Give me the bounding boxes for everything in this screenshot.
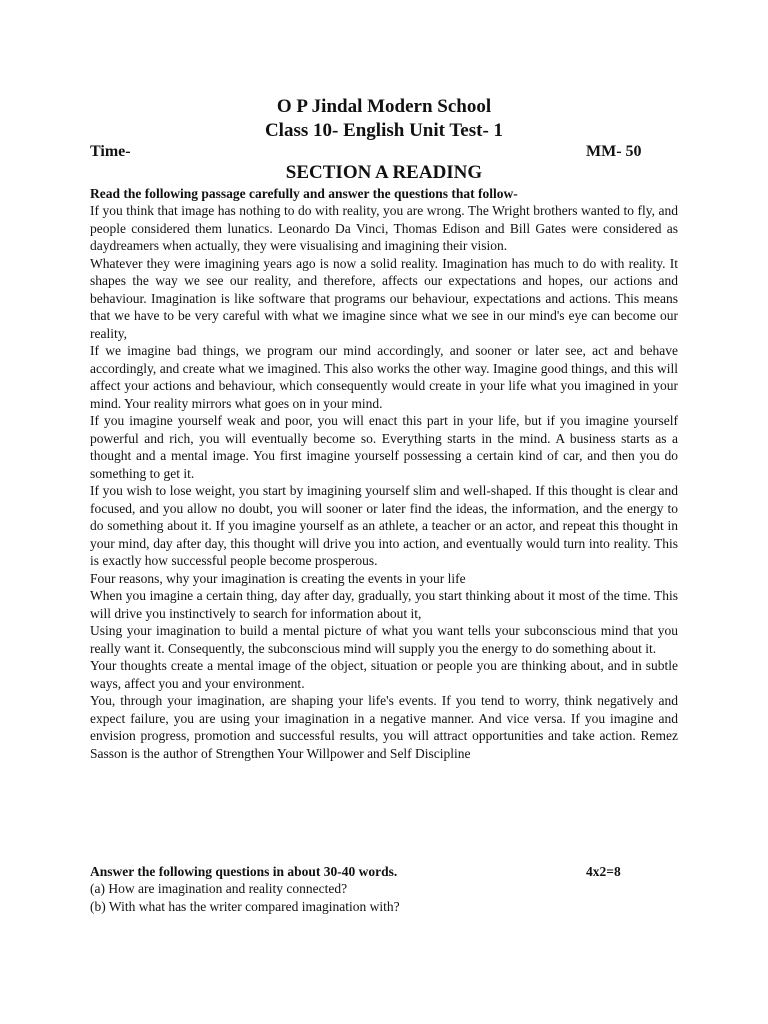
passage-paragraph: When you imagine a certain thing, day after day, gradually, you start thinking about it most of the time. This will drive you instinctively to search for information about it, xyxy=(90,588,678,621)
section-heading: SECTION A READING xyxy=(285,162,483,183)
question-item: (b) With what has the writer compared imagination with? xyxy=(90,898,400,914)
passage-paragraph: Using your imagination to build a mental picture of what you want tells your subconscious mind that you really want it. Consequently, the subconscious mind will supply you the energy to do something about it. xyxy=(90,623,678,656)
school-name: O P Jindal Modern School xyxy=(276,96,492,117)
questions-instruction: Answer the following questions in about 30-40 words. xyxy=(90,864,398,879)
max-marks-label: MM- 50 xyxy=(586,143,642,160)
passage-paragraph: Whatever they were imagining years ago is now a solid reality. Imagination has much to do with reality. It shapes the way we see our reality, and therefore, affects our expectations and hopes, our actions and behaviour. Imagination is like software that programs our behaviour, expectations and actions. This means that we have to be very careful with what we imagine since what we see in our mind's eye can become our reality, xyxy=(90,255,678,341)
reading-instruction: Read the following passage carefully and answer the questions that follow- xyxy=(90,186,518,201)
questions-header xyxy=(90,863,678,881)
question-list xyxy=(90,880,678,915)
questions-marks: 4x2=8 xyxy=(586,864,621,879)
passage-paragraph: You, through your imagination, are shaping your life's events. If you tend to worry, think negatively and expect failure, you are using your imagination in a negative manner. And vice versa. If you imagine and envision progress, promotion and successful results, you will attract opportunities and take action. Remez Sasson is the author of Strengthen Your Willpower and Self Discipline xyxy=(90,693,678,761)
test-title: Class 10- English Unit Test- 1 xyxy=(264,120,504,141)
passage-paragraph: If you think that image has nothing to do with reality, you are wrong. The Wright brothers wanted to fly, and people considered them lunatics. Leonardo Da Vinci, Thomas Edison and Bill Gates were considered as daydreamers when actually, they were visualising and imagining their vision. xyxy=(90,203,678,253)
passage-paragraph: Four reasons, why your imagination is creating the events in your life xyxy=(90,570,466,586)
passage-paragraph: If you wish to lose weight, you start by imagining yourself slim and well-shaped. If this thought is clear and focused, and you allow no doubt, you will sooner or later find the ideas, the information, and the energy to do something about it. If you imagine yourself as an athlete, a teacher or an actor, and repeat this thought in your mind, day after day, this thought will drive you into action, and eventually would turn into reality. This is exactly how successful people become prosperous. xyxy=(90,483,678,568)
reading-passage xyxy=(90,202,678,762)
passage-paragraph: Your thoughts create a mental image of the object, situation or people you are thinking about, and in subtle ways, affect you and your environment. xyxy=(90,658,678,691)
passage-paragraph: If we imagine bad things, we program our mind accordingly, and sooner or later see, act and behave accordingly, and create what we imagined. This also works the other way. Imagine good things, and this will affect your actions and behaviour, which consequently would create in your life what you imagined in your mind. Your reality mirrors what goes on in your mind. xyxy=(90,343,678,411)
passage-paragraph: If you imagine yourself weak and poor, you will enact this part in your life, but if you imagine yourself powerful and rich, you will eventually become so. Everything starts in the mind. A business starts as a thought and a mental image. You first imagine yourself possessing a certain kind of car, and then you do something to get it. xyxy=(90,413,678,481)
time-label: Time- xyxy=(90,143,131,160)
question-item: (a) How are imagination and reality connected? xyxy=(90,881,348,896)
